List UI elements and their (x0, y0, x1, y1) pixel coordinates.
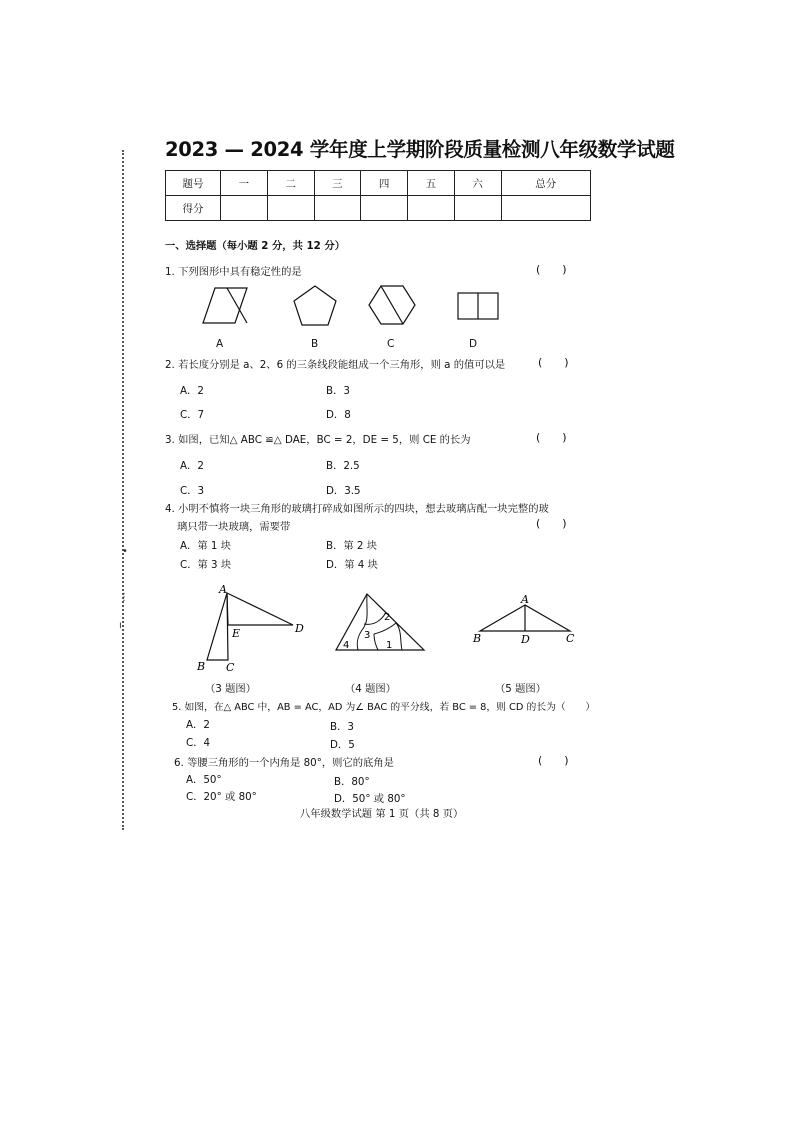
question-2-option-b[interactable]: B．3 (326, 385, 350, 397)
figure-5 (470, 593, 580, 648)
score-table-cell: 二 (267, 171, 314, 196)
question-4-stem-line1: 4. 小明不慎将一块三角形的玻璃打碎成如图所示的四块，想去玻璃店配一块完整的玻 (165, 503, 549, 515)
score-input-cell[interactable] (314, 196, 361, 221)
question-1-shapes (195, 283, 515, 343)
page-footer: 八年级数学试题 第 1 页（共 8 页） (300, 808, 464, 820)
score-input-cell[interactable] (221, 196, 268, 221)
shape-b-pentagon (294, 286, 336, 325)
figure-4-piece-2: 2 (384, 612, 391, 623)
question-5-option-a[interactable]: A．2 (186, 719, 210, 731)
question-2-option-d[interactable]: D．8 (326, 409, 351, 421)
figure-3-triangle-dae (227, 593, 293, 625)
margin-dot: • (122, 546, 128, 557)
score-input-cell[interactable] (408, 196, 455, 221)
question-4-option-a[interactable]: A．第 1 块 (180, 540, 232, 552)
question-2-option-a[interactable]: A．2 (180, 385, 204, 397)
question-6-option-a[interactable]: A．50° (186, 774, 222, 786)
figure-3-label-e: E (232, 627, 241, 640)
question-3-option-c[interactable]: C．3 (180, 485, 205, 497)
question-5-stem: 5. 如图，在△ ABC 中，AB = AC，AD 为∠ BAC 的平分线，若 BC = 8，则 CD 的长为（ ） (172, 702, 596, 713)
figure-3-label-a: A (219, 583, 227, 596)
question-1-option-a[interactable]: A (216, 338, 224, 350)
margin-dot: ⋮ (119, 592, 129, 603)
shape-a-parallelogram (203, 288, 247, 323)
score-table-cell: 三 (314, 171, 361, 196)
score-input-cell[interactable] (454, 196, 501, 221)
answer-paren[interactable]: ( ) (538, 356, 569, 369)
binding-line (122, 150, 124, 830)
figure-3-label-b: B (197, 660, 206, 673)
figure-5-label-a: A (521, 593, 529, 606)
question-6-option-c[interactable]: C．20° 或 80° (186, 791, 257, 803)
score-table-cell: 一 (221, 171, 268, 196)
figure-3 (195, 585, 310, 675)
question-3-option-b[interactable]: B．2.5 (326, 460, 360, 472)
section-heading: 一、选择题（每小题 2 分，共 12 分） (165, 240, 345, 252)
figure-4-piece-1: 1 (386, 640, 393, 651)
score-table-cell: 总分 (501, 171, 591, 196)
question-1-option-d[interactable]: D (469, 338, 478, 350)
question-1-stem: 1. 下列图形中具有稳定性的是 (165, 266, 302, 278)
question-4-option-c[interactable]: C．第 3 块 (180, 559, 232, 571)
shape-d-rectangle (458, 293, 498, 319)
answer-paren[interactable]: ( ) (536, 431, 567, 444)
answer-paren[interactable]: ( ) (536, 517, 567, 530)
question-1-option-b[interactable]: B (311, 338, 319, 350)
figure-3-label-d: D (295, 622, 304, 635)
score-input-cell[interactable] (361, 196, 408, 221)
figure-4-piece-4: 4 (343, 640, 350, 651)
question-6-option-b[interactable]: B．80° (334, 776, 370, 788)
figure-3-caption: （3 题图） (205, 683, 257, 695)
question-3-option-d[interactable]: D．3.5 (326, 485, 361, 497)
question-6-option-d[interactable]: D．50° 或 80° (334, 793, 406, 805)
question-5-option-c[interactable]: C．4 (186, 737, 211, 749)
answer-paren[interactable]: ( ) (536, 263, 567, 276)
score-table-cell: 四 (361, 171, 408, 196)
question-5-option-d[interactable]: D．5 (330, 739, 355, 751)
question-4-stem-line2: 璃只带一块玻璃，需要带 (177, 521, 291, 533)
score-input-cell[interactable] (501, 196, 591, 221)
figure-5-label-c: C (566, 632, 575, 645)
margin-dot: ı (119, 620, 122, 631)
figure-5-label-b: B (473, 632, 482, 645)
question-2-stem: 2. 若长度分别是 a、2、6 的三条线段能组成一个三角形，则 a 的值可以是 (165, 359, 506, 371)
score-row-label: 得分 (166, 196, 221, 221)
figure-3-label-c: C (226, 661, 235, 674)
shape-c-hexagon (369, 286, 415, 324)
figure-5-triangle-abc (480, 605, 570, 631)
score-table-header-row (166, 171, 591, 196)
figure-4-caption: （4 题图） (345, 683, 397, 695)
figure-4 (330, 590, 435, 655)
score-table-cell: 五 (408, 171, 455, 196)
question-2-option-c[interactable]: C．7 (180, 409, 205, 421)
question-3-option-a[interactable]: A．2 (180, 460, 204, 472)
score-table-cell: 六 (454, 171, 501, 196)
question-4-option-d[interactable]: D．第 4 块 (326, 559, 378, 571)
score-table-cell: 题号 (166, 171, 221, 196)
answer-paren[interactable]: ( ) (538, 754, 569, 767)
figure-4-piece-3: 3 (364, 630, 371, 641)
figure-5-label-d: D (521, 633, 530, 646)
question-5-option-b[interactable]: B．3 (330, 721, 354, 733)
page-title: 2023 — 2024 学年度上学期阶段质量检测八年级数学试题 (165, 138, 675, 161)
figure-5-caption: （5 题图） (495, 683, 547, 695)
score-table (165, 170, 591, 221)
question-4-option-b[interactable]: B．第 2 块 (326, 540, 378, 552)
score-input-cell[interactable] (267, 196, 314, 221)
figure-3-triangle-abc (207, 593, 228, 660)
question-1-option-c[interactable]: C (387, 338, 395, 350)
question-6-stem: 6. 等腰三角形的一个内角是 80°，则它的底角是 (174, 757, 394, 769)
score-table-score-row (166, 196, 591, 221)
question-3-stem: 3. 如图，已知△ ABC ≌△ DAE，BC = 2，DE = 5，则 CE 的长为 (165, 434, 471, 446)
